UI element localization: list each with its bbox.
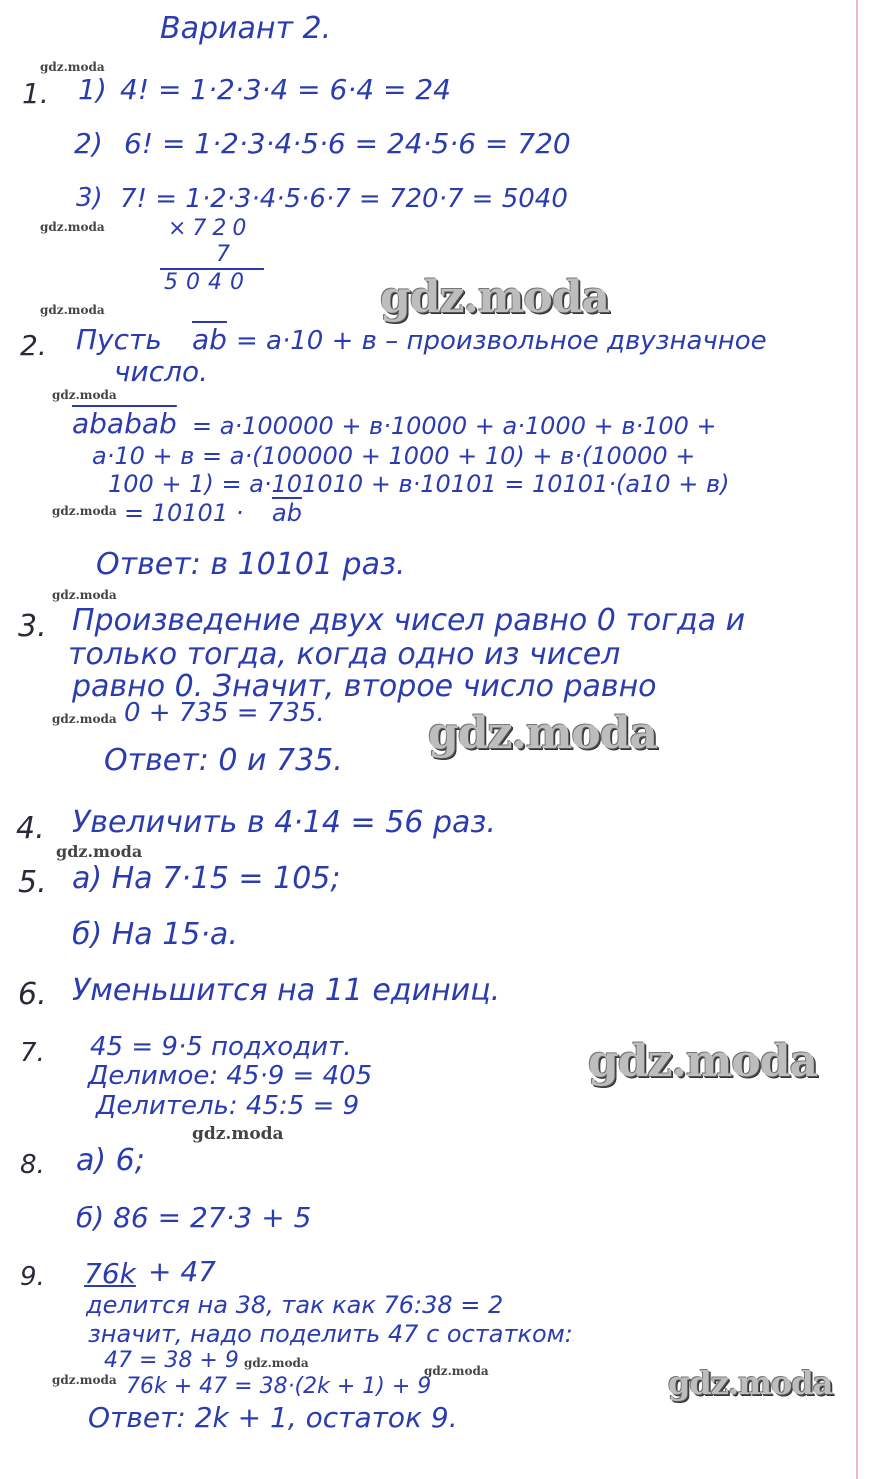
task-1-mult-factor: 7	[216, 242, 230, 267]
task-3-answer: Ответ: 0 и 735.	[104, 743, 343, 778]
task-9-answer: Ответ: 2k + 1, остаток 9.	[88, 1401, 458, 1434]
task-6-text: Уменьшится на 11 единиц.	[72, 973, 501, 1008]
watermark-small: gdz.moda	[52, 1373, 117, 1387]
task-3-line3: равно 0. Значит, второе число равно	[72, 669, 657, 704]
watermark-small: gdz.moda	[52, 588, 117, 602]
watermark-small: gdz.moda	[40, 220, 105, 234]
watermark-small: gdz.moda	[244, 1356, 309, 1370]
task-7-number: 7.	[20, 1038, 45, 1068]
task-6-number: 6.	[18, 977, 47, 1012]
task-5a-text: а) На 7·15 = 105;	[72, 861, 341, 896]
task-7-line2: Делимое: 45·9 = 405	[88, 1061, 373, 1091]
task-1-number: 1.	[22, 77, 49, 110]
task-3-line2: только тогда, когда одно из чисел	[68, 637, 621, 672]
task-2-number: 2.	[20, 329, 47, 362]
notebook-margin-line	[856, 0, 858, 1479]
task-3-line4: 0 + 735 = 735.	[124, 698, 325, 728]
task-2-line3: = a·100000 + в·10000 + a·1000 + в·100 +	[192, 412, 717, 440]
task-2-ab-overline: $\overline{ab}$	[192, 323, 227, 356]
task-2-line2: число.	[114, 355, 209, 388]
task-8a-text: а) 6;	[76, 1143, 145, 1178]
task-9-line2: делится на 38, так как 76:38 = 2	[86, 1291, 504, 1319]
watermark-small: gdz.moda	[192, 1124, 284, 1144]
page-title: Вариант 2.	[160, 11, 332, 46]
watermark-large: gdz.moda	[380, 272, 610, 323]
watermark-large: gdz.moda	[428, 708, 658, 759]
task-3-number: 3.	[18, 609, 47, 644]
task-2-ababab-overline: ababab	[72, 407, 177, 440]
watermark-small: gdz.moda	[40, 60, 105, 74]
task-3-line1: Произведение двух чисел равно 0 тогда и	[72, 603, 746, 638]
task-1-mult-top: ×720	[168, 216, 253, 241]
task-2-line4: a·10 + в = a·(100000 + 1000 + 10) + в·(10000 +	[92, 442, 696, 470]
task-1b-text: 6! = 1·2·3·4·5·6 = 24·5·6 = 720	[124, 127, 571, 160]
task-4-number: 4.	[16, 811, 45, 846]
task-2-let: Пусть	[76, 323, 162, 356]
task-1c-label: 3)	[76, 183, 103, 213]
watermark-small: gdz.moda	[52, 504, 117, 518]
watermark-small: gdz.moda	[424, 1364, 489, 1378]
task-1a-label: 1)	[78, 73, 107, 106]
task-2-line5: 100 + 1) = a·101010 + в·10101 = 10101·(a10 + в)	[108, 470, 730, 498]
watermark-small: gdz.moda	[56, 842, 143, 861]
watermark-small: gdz.moda	[40, 303, 105, 317]
task-9-76k-underlined: 76k	[84, 1257, 136, 1290]
watermark-small: gdz.moda	[52, 388, 117, 402]
task-1a-text: 4! = 1·2·3·4 = 6·4 = 24	[120, 73, 451, 106]
task-9-line5: 76k + 47 = 38·(2k + 1) + 9	[126, 1374, 432, 1399]
task-2-line1: = a·10 + в – произвольное двузначное	[236, 326, 767, 356]
watermark-small: gdz.moda	[52, 712, 117, 726]
task-7-line3: Делитель: 45:5 = 9	[96, 1091, 360, 1121]
task-5b-text: б) На 15·a.	[72, 917, 238, 952]
watermark-large: gdz.moda	[668, 1364, 833, 1402]
task-2-line6-ab: $\overline{ab}$	[272, 499, 302, 527]
task-8-number: 8.	[20, 1150, 45, 1180]
task-9-number: 9.	[20, 1262, 45, 1292]
task-1c-text: 7! = 1·2·3·4·5·6·7 = 720·7 = 5040	[120, 184, 568, 214]
watermark-large: gdz.moda	[588, 1036, 818, 1087]
task-9-line4: 47 = 38 + 9	[104, 1348, 239, 1373]
task-9-line3: значит, надо поделить 47 с остатком:	[88, 1320, 573, 1348]
task-8b-text: б) 86 = 27·3 + 5	[76, 1201, 312, 1234]
task-4-text: Увеличить в 4·14 = 56 раз.	[72, 805, 496, 840]
task-7-line1: 45 = 9·5 подходит.	[90, 1032, 352, 1062]
task-1-mult-result: 5040	[164, 270, 252, 295]
task-5-number: 5.	[18, 865, 47, 900]
task-9-line1: + 47	[148, 1255, 216, 1288]
task-2-line6: = 10101 ·	[124, 499, 244, 527]
task-1b-label: 2)	[74, 127, 103, 160]
task-2-answer: Ответ: в 10101 раз.	[96, 547, 406, 582]
